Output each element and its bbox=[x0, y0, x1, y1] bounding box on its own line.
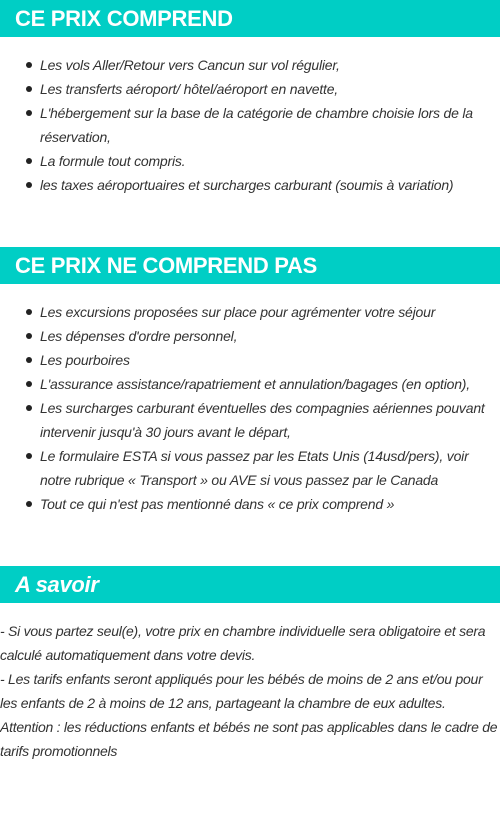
list-item: les taxes aéroportuaires et surcharges carburant (soumis à variation) bbox=[0, 173, 500, 197]
a-savoir-text bbox=[0, 619, 500, 763]
not-included-list bbox=[0, 300, 500, 516]
list-item: L'assurance assistance/rapatriement et annulation/bagages (en option), bbox=[0, 372, 500, 396]
list-item: L'hébergement sur la base de la catégorie de chambre choisie lors de la réservation, bbox=[0, 101, 500, 149]
info-paragraph: - Les tarifs enfants seront appliqués pour les bébés de moins de 2 ans et/ou pour les enfants de 2 à moins de 12 ans, partageant la chambre de eux adultes. bbox=[0, 671, 483, 711]
list-item: Les surcharges carburant éventuelles des compagnies aériennes pouvant intervenir jusqu'à 30 jours avant le départ, bbox=[0, 396, 500, 444]
list-item: Les dépenses d'ordre personnel, bbox=[0, 324, 500, 348]
list-item: Le formulaire ESTA si vous passez par les Etats Unis (14usd/pers), voir notre rubrique « Transport » ou AVE si vous passez par le Canada bbox=[0, 444, 500, 492]
info-paragraph: - Si vous partez seul(e), votre prix en chambre individuelle sera obligatoire et sera calculé automatiquement dans votre devis. bbox=[0, 623, 486, 663]
list-item: Tout ce qui n'est pas mentionné dans « ce prix comprend » bbox=[0, 492, 500, 516]
section-header-included: CE PRIX COMPREND bbox=[0, 0, 500, 37]
list-item: Les pourboires bbox=[0, 348, 500, 372]
list-item: Les transferts aéroport/ hôtel/aéroport en navette, bbox=[0, 77, 500, 101]
included-list bbox=[0, 53, 500, 197]
list-item: Les vols Aller/Retour vers Cancun sur vol régulier, bbox=[0, 53, 500, 77]
section-header-a-savoir: A savoir bbox=[0, 566, 500, 603]
section-header-not-included: CE PRIX NE COMPREND PAS bbox=[0, 247, 500, 284]
list-item: Les excursions proposées sur place pour agrémenter votre séjour bbox=[0, 300, 500, 324]
info-paragraph: Attention : les réductions enfants et bébés ne sont pas applicables dans le cadre de tarifs promotionnels bbox=[0, 719, 498, 759]
list-item: La formule tout compris. bbox=[0, 149, 500, 173]
